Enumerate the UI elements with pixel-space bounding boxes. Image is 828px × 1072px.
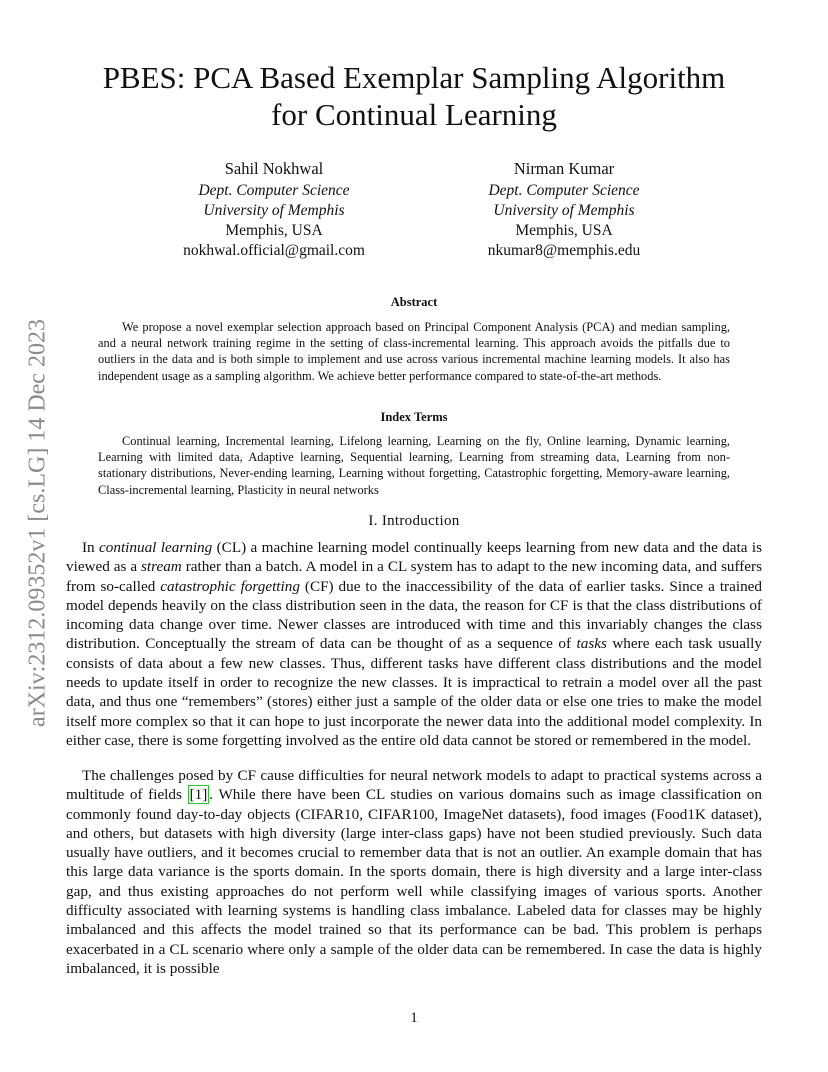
- author-block-2: [444, 159, 684, 261]
- author-name: Nirman Kumar: [513, 159, 615, 178]
- author-name: Sahil Nokhwal: [224, 159, 324, 178]
- text-run: In: [82, 539, 100, 556]
- author-location: Memphis, USA: [225, 222, 323, 239]
- abstract-heading: Abstract: [390, 295, 438, 309]
- intro-paragraph-1: [66, 538, 762, 750]
- introduction-heading: I. Introduction: [368, 513, 460, 529]
- citation-link[interactable]: [1]: [189, 786, 208, 804]
- intro-paragraph-2: [66, 766, 762, 978]
- author-university: University of Memphis: [493, 202, 635, 219]
- emphasis-term: tasks: [576, 635, 607, 653]
- page-number: 1: [410, 1010, 418, 1026]
- paper-title: [60, 59, 768, 133]
- text-run: where each task usually consists of data about a few new classes. Thus, different tasks have different class distributions and the model needs to update itself in order to recognize the new classes. It is impractical to retrain a model over all the past data, and thus one “remembers” (stores) either just a sample of the older data or else one tries to make the model itself more complex so that it can hope to just incorporate the newer data into the additional model complexity. In either case, there is some forgetting involved as the entire old data cannot be stored or remembered in the model.: [66, 635, 762, 749]
- arxiv-identifier: [18, 285, 58, 760]
- author-email: nokhwal.official@gmail.com: [183, 242, 365, 259]
- author-university: University of Memphis: [203, 202, 345, 219]
- text-run: The challenges posed by CF cause difficulties for neural network models to adapt to practical systems across a multitude of fields: [66, 767, 762, 804]
- emphasis-term: stream: [141, 558, 182, 576]
- emphasis-term: continual learning: [99, 539, 213, 556]
- text-run: (CL) a machine learning model continually keeps learning from new data and the data is viewed as a: [66, 539, 762, 576]
- text-run: rather than a batch. A model in a CL system has to adapt to the new incoming data, and suffers from so-called: [66, 558, 762, 595]
- index-terms-text: Continual learning, Incremental learning, Lifelong learning, Learning on the fly, Online learning, Dynamic learning, Learning with limited data, Adaptive learning, Sequential learning, Learning from streaming data, Learning from non-stationary distributions, Never-ending learning, Learning without forgetting, Catastrophic forgetting, Memory-aware learning, Class-incremental learning, Plasticity in neural networks: [98, 434, 730, 497]
- text-run: . While there have been CL studies on various domains such as image classification on commonly found day-to-day objects (CIFAR10, CIFAR100, ImageNet datasets), food images (Food1K dataset), and others, but datasets with high diversity (large inter-class gaps) have not been studied previously. Such data usually have outliers, and it becomes crucial to remember data that is not an outlier. An example domain that has this large data variance is the sports domain. In the sports domain, there is high diversity and a large inter-class gap, and thus existing approaches do not perform well while classifying images of various sports. Another difficulty associated with learning systems is handling class imbalance. Labeled data for classes may be highly imbalanced and this affects the model trained so that its performance can be bad. This problem is perhaps exacerbated in a CL scenario where only a sample of the older data can be remembered. In case the data is highly imbalanced, it is possible: [66, 786, 762, 977]
- author-location: Memphis, USA: [515, 222, 613, 239]
- author-email: nkumar8@memphis.edu: [487, 242, 641, 259]
- emphasis-term: catastrophic forgetting: [160, 577, 300, 595]
- text-run: (CF) due to the inaccessibility of the data of earlier tasks. Since a trained model depends heavily on the class distribution seen in the data, the reason for CF is that the class distributions of incoming data change over time. Newer classes are introduced with time and this invariably changes the class distribution. Conceptually the stream of data can be thought of as a sequence of: [66, 577, 762, 653]
- abstract-text: We propose a novel exemplar selection approach based on Principal Component Analysis (PCA) and median sampling, and a neural network training regime in the setting of class-incremental learning. This approach avoids the pitfalls due to outliers in the data and is both simple to implement and use across various incremental machine learning models. It also has independent usage as a sampling algorithm. We achieve better performance compared to state-of-the-art methods.: [98, 320, 730, 383]
- index-terms-heading: Index Terms: [380, 410, 448, 424]
- title-line-1: PBES: PCA Based Exemplar Sampling Algorithm: [102, 60, 726, 95]
- author-department: Dept. Computer Science: [488, 182, 640, 199]
- author-block-1: [154, 159, 394, 261]
- title-line-2: for Continual Learning: [271, 97, 557, 132]
- arxiv-identifier-text: arXiv:2312.09352v1 [cs.LG] 14 Dec 2023: [24, 318, 51, 727]
- author-department: Dept. Computer Science: [198, 182, 350, 199]
